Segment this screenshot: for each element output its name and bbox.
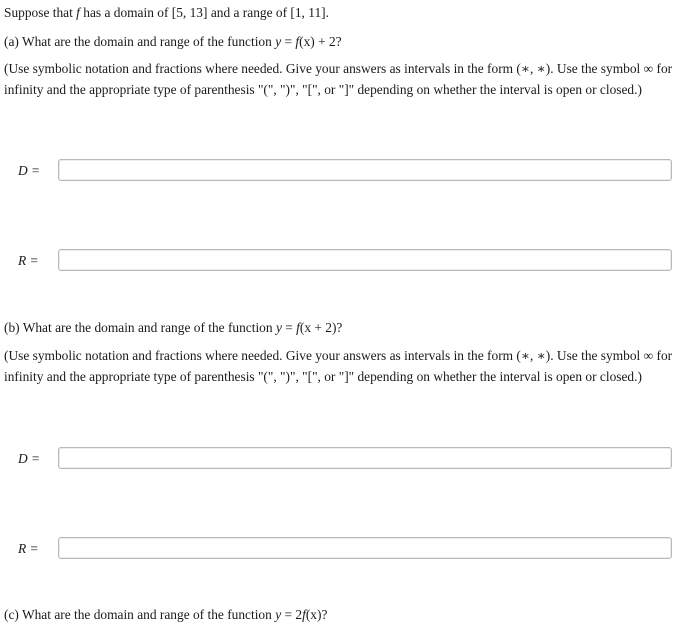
part-a-domain-input[interactable]	[58, 159, 672, 181]
part-a-range-label: R =	[18, 253, 39, 268]
part-a-range-input[interactable]	[58, 249, 672, 271]
problem-statement: Suppose that f has a domain of [5, 13] and a range of [1, 11].	[4, 5, 329, 20]
part-a-instructions-line1: (Use symbolic notation and fractions where needed. Give your answers as intervals in the form (∗, ∗). Use the symbol ∞ for	[4, 61, 673, 76]
part-a-question: (a) What are the domain and range of the function y = f(x) + 2?	[4, 34, 342, 49]
part-b-range-label: R =	[18, 541, 39, 556]
given-range: [1, 11]	[290, 5, 326, 20]
part-b-question: (b) What are the domain and range of the function y = f(x + 2)?	[4, 320, 343, 335]
part-b-domain-label: D =	[18, 451, 41, 466]
part-b-range-input[interactable]	[58, 537, 672, 559]
given-domain: [5, 13]	[171, 5, 208, 20]
part-b-domain-input[interactable]	[58, 447, 672, 469]
part-b-instructions-line1: (Use symbolic notation and fractions where needed. Give your answers as intervals in the form (∗, ∗). Use the symbol ∞ for	[4, 348, 673, 363]
part-a-domain-label: D =	[18, 163, 41, 178]
function-symbol: f	[76, 5, 80, 20]
part-c-question: (c) What are the domain and range of the function y = 2f(x)?	[4, 607, 328, 622]
part-a-instructions-line2: infinity and the appropriate type of parenthesis "(", ")", "[", or "]" depending on whether the interval is open or closed.)	[4, 82, 642, 97]
part-b-instructions-line2: infinity and the appropriate type of parenthesis "(", ")", "[", or "]" depending on whether the interval is open or closed.)	[4, 369, 642, 384]
